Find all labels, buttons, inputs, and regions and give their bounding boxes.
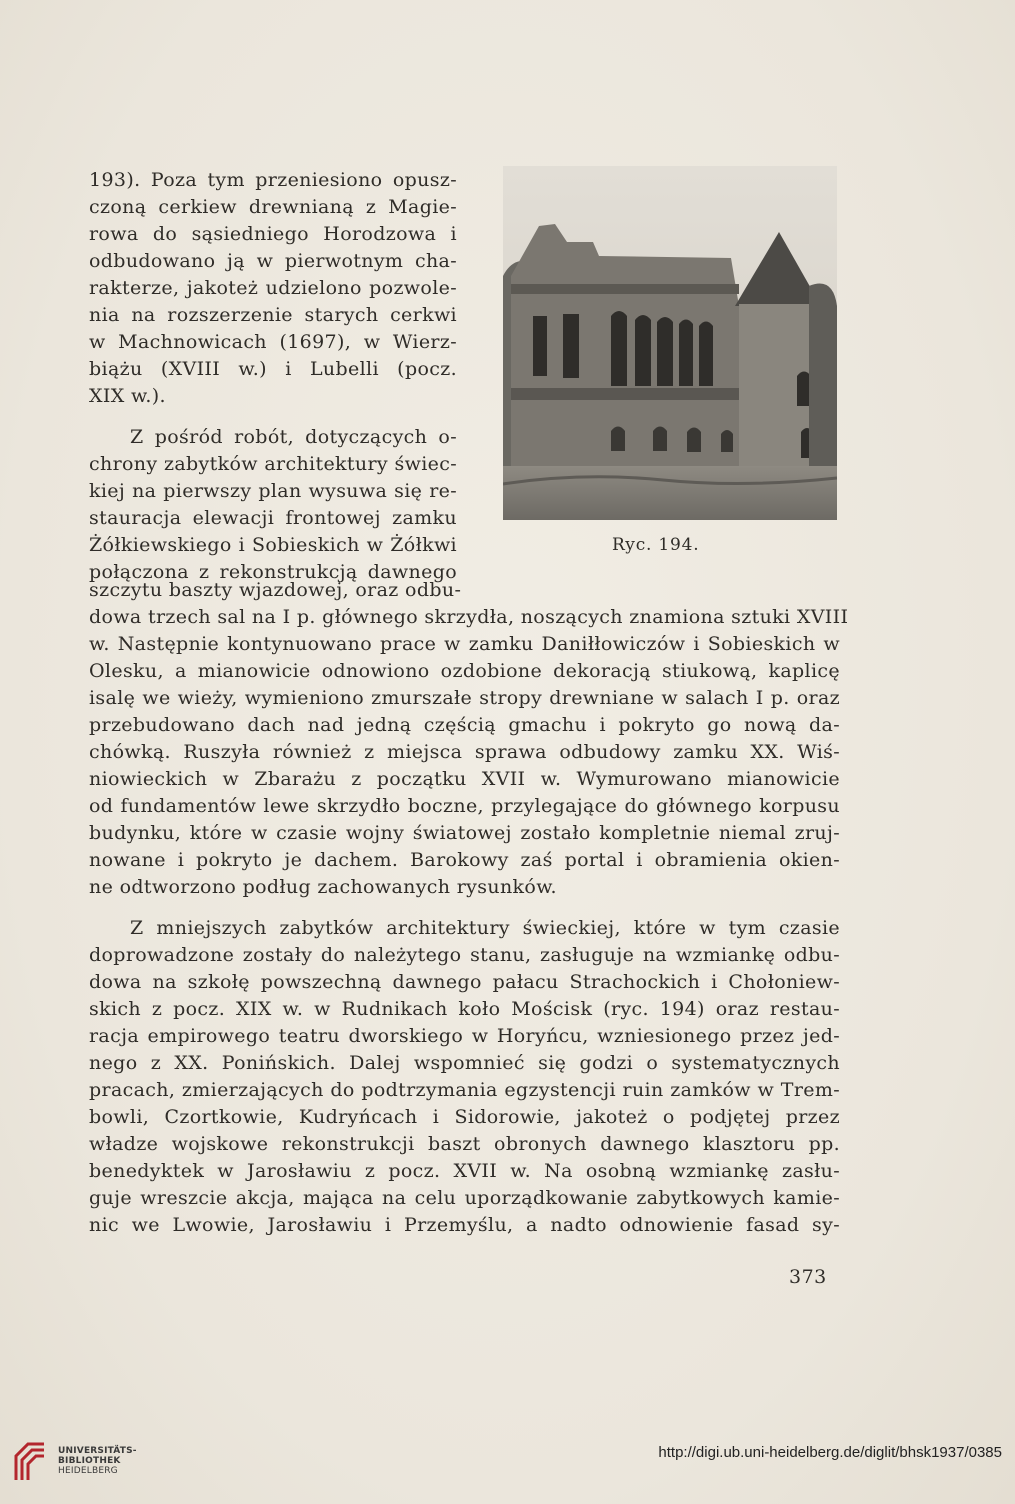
text-line: benedyktek w Jarosławiu z pocz. XVII w. Na osobną wzmiankę zasłu- xyxy=(89,1160,840,1182)
permalink-url[interactable]: http://digi.ub.uni-heidelberg.de/diglit/bhsk1937/0385 xyxy=(658,1444,1002,1461)
text-line: niowieckich w Zbarażu z początku XVII w. Wymurowano mianowicie xyxy=(89,768,840,790)
text-line: przebudowano dach nad jedną częścią gmachu i pokryto go nową da- xyxy=(89,714,840,736)
text-line: Z mniejszych zabytków architektury świeckiej, które w tym czasie xyxy=(130,917,840,939)
text-line: dowa trzech sal na I p. głównego skrzydła, noszących znamiona sztuki XVIII xyxy=(89,606,849,628)
text-line: stauracja elewacji frontowej zamku xyxy=(89,507,457,529)
text-line: ne odtworzono podług zachowanych rysunków. xyxy=(89,876,557,898)
text-line: dowa na szkołę powszechną dawnego pałacu Strachockich i Chołoniew- xyxy=(89,971,840,993)
page-number: 373 xyxy=(789,1266,827,1288)
text-line: Olesku, a mianowicie odnowiono ozdobione dekoracją stiukową, kaplicę xyxy=(89,660,840,682)
text-line: odbudowano ją w pierwotnym cha- xyxy=(89,250,457,272)
text-line: isalę we wieży, wymieniono zmurszałe stropy drewniane w salach I p. oraz xyxy=(89,687,840,709)
text-line: szczytu baszty wjazdowej, oraz odbu- xyxy=(89,579,462,601)
text-line: pracach, zmierzających do podtrzymania egzystencji ruin zamków w Trem- xyxy=(89,1079,840,1101)
text-line: w. Następnie kontynuowano prace w zamku Daniłłowiczów i Sobieskich w xyxy=(89,633,840,655)
text-line: chrony zabytków architektury świec- xyxy=(89,453,457,475)
text-line: bowli, Czortkowie, Kudryńcach i Sidorowie, jakoteż o podjętej przez xyxy=(89,1106,840,1128)
text-line: czoną cerkiew drewnianą z Magie- xyxy=(89,196,457,218)
palace-photograph xyxy=(503,166,837,520)
text-line: rowa do sąsiedniego Horodzowa i xyxy=(89,223,457,245)
text-line: nia na rozszerzenie starych cerkwi xyxy=(89,304,457,326)
text-line: racja empirowego teatru dworskiego w Horyńcu, wzniesionego przez jed- xyxy=(89,1025,840,1047)
text-line: doprowadzone zostały do należytego stanu, zasługuje na wzmiankę odbu- xyxy=(89,944,840,966)
text-line: kiej na pierwszy plan wysuwa się re- xyxy=(89,480,457,502)
text-line: skich z pocz. XIX w. w Rudnikach koło Mościsk (ryc. 194) oraz restau- xyxy=(89,998,840,1020)
text-line: guje wreszcie akcja, mająca na celu uporządkowanie zabytkowych kamie- xyxy=(89,1187,840,1209)
text-line: nego z XX. Ponińskich. Dalej wspomnieć się godzi o systematycznych xyxy=(89,1052,840,1074)
text-line: chówką. Ruszyła również z miejsca sprawa odbudowy zamku XX. Wiś- xyxy=(89,741,840,763)
library-name xyxy=(58,1446,137,1476)
text-line: w Machnowicach (1697), w Wierz- xyxy=(89,331,457,353)
text-line: władze wojskowe rekonstrukcji baszt obronych dawnego klasztoru pp. xyxy=(89,1133,840,1155)
figure-caption: Ryc. 194. xyxy=(612,535,700,555)
text-line: od fundamentów lewe skrzydło boczne, przylegające do głównego korpusu xyxy=(89,795,840,817)
text-line: 193). Poza tym przeniesiono opusz- xyxy=(89,169,457,191)
text-line: nowane i pokryto je dachem. Barokowy zaś portal i obramienia okien- xyxy=(89,849,840,871)
library-logo-icon xyxy=(12,1440,48,1484)
text-line: Żółkiewskiego i Sobieskich w Żółkwi xyxy=(89,534,457,556)
text-line: XIX w.). xyxy=(89,385,166,407)
text-line: Z pośród robót, dotyczących o- xyxy=(130,426,457,448)
library-name-line: BIBLIOTHEK xyxy=(58,1456,121,1466)
text-line: połączona z rekonstrukcją dawnego xyxy=(89,561,457,583)
library-name-line: UNIVERSITÄTS- xyxy=(58,1446,137,1456)
text-line: budynku, które w czasie wojny światowej zostało kompletnie niemal zruj- xyxy=(89,822,840,844)
text-line: biążu (XVIII w.) i Lubelli (pocz. xyxy=(89,358,457,380)
library-name-line: HEIDELBERG xyxy=(58,1466,118,1476)
text-line: rakterze, jakoteż udzielono pozwole- xyxy=(89,277,457,299)
text-line: nic we Lwowie, Jarosławiu i Przemyślu, a nadto odnowienie fasad sy- xyxy=(89,1214,840,1236)
